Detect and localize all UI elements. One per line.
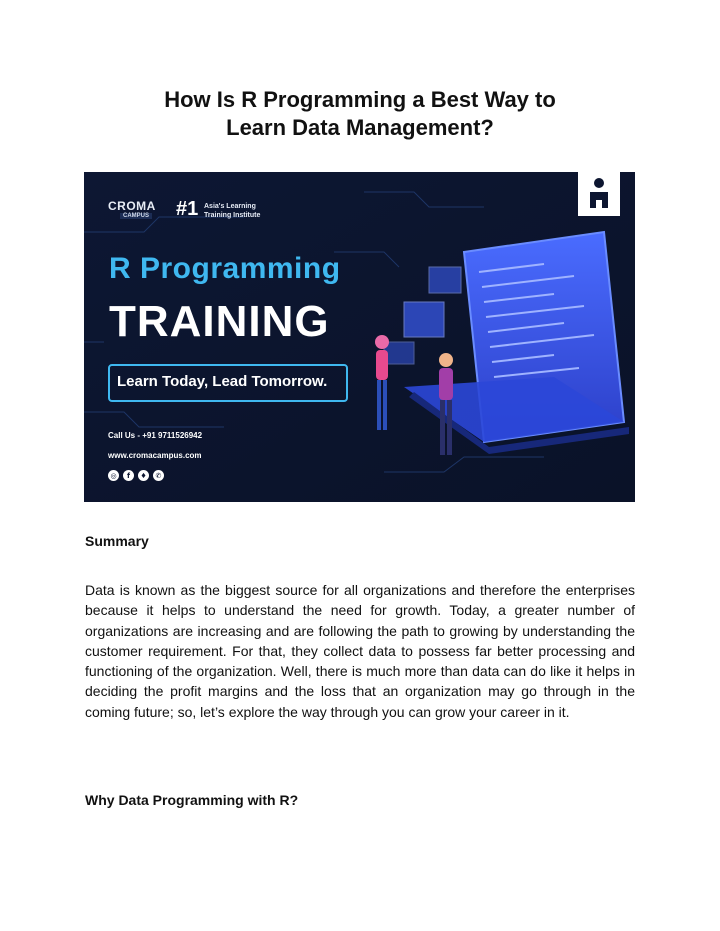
contact-website: www.cromacampus.com	[108, 451, 202, 460]
rank-badge: #1	[176, 198, 199, 220]
headline-r-programming: R Programming	[109, 252, 341, 285]
croma-logo-sub: CAMPUS	[120, 213, 152, 219]
rank-subtitle-line-1: Asia's Learning	[204, 203, 256, 210]
twitter-icon: ♦	[138, 470, 149, 481]
rank-subtitle	[204, 202, 260, 220]
contact-phone: Call Us - +91 9711526942	[108, 431, 203, 440]
page-title	[0, 86, 720, 142]
training-banner	[84, 172, 635, 502]
instagram-icon: ◎	[108, 470, 119, 481]
brand-badge-icon	[578, 172, 620, 216]
rank-subtitle-line-2: Training Institute	[204, 212, 261, 219]
page-title-line-1: How Is R Programming a Best Way to	[164, 87, 556, 112]
whatsapp-icon: ✆	[153, 470, 164, 481]
headline-training: TRAINING	[109, 297, 330, 346]
croma-logo: CROMA	[108, 199, 156, 213]
why-heading: Why Data Programming with R?	[85, 792, 299, 808]
page-title-line-2: Learn Data Management?	[226, 115, 494, 140]
tagline: Learn Today, Lead Tomorrow.	[117, 373, 328, 390]
facebook-icon: f	[123, 470, 134, 481]
summary-paragraph: Data is known as the biggest source for all organizations and therefore the enterprises because it helps to understand the need for growth. Today, a greater number of organizations are increasing and are following the path to growing by understanding the customer requirement. For that, they collect data to possess far better processing and functioning of the organization. Well, there is much more than data can do like it helps in deciding the profit margins and the loss that an organization may go through in the coming future; so, let’s explore the way through you can grow your career in it.	[85, 582, 635, 720]
social-icons	[108, 470, 164, 481]
summary-heading: Summary	[85, 533, 149, 549]
